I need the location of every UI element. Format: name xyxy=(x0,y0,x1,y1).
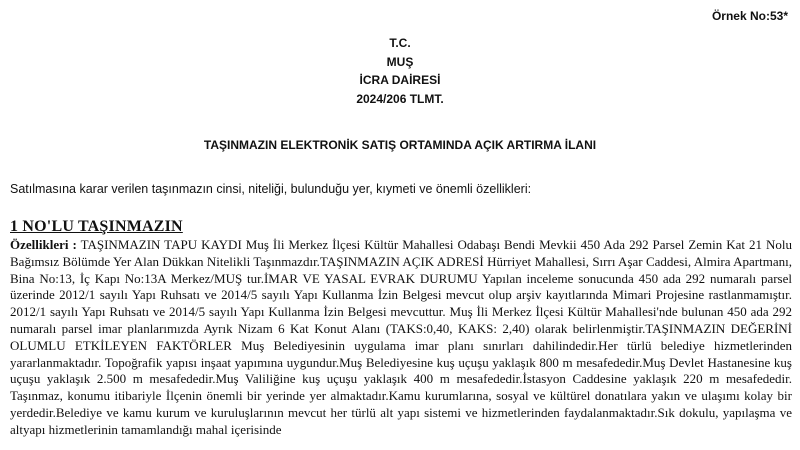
header-file-number: 2024/206 TLMT. xyxy=(356,91,444,106)
header-country: T.C. xyxy=(389,36,411,50)
features-text: TAŞINMAZIN TAPU KAYDI Muş İli Merkez İlçesi Kültür Mahallesi Odabaşı Bendi Mevkii 450 Ada 292 Parsel Zemin Kat 21 Nolu Bağımsız Bölümde Yer Alan Dükkan Nitelikli Taşınmazdır.TAŞINMAZIN AÇIK ADRESİ Hürriyet Mahallesi, Sırrı Aşar Caddesi, Almira Apartmanı, Bina No:13, İç Kapı No:13A Merkez/MUŞ tur.İMAR VE YASAL EVRAK DURUMU Yapılan inceleme sonucunda 450 ada 292 numaralı parsel üzerinde 2012/1 sayılı Yapı Ruhsatı ve 2014/5 sayılı Yapı Kullanma İzin Belgesi mevcut olup arşiv kayıtlarında Mimari Projesine rastlanmamıştır. 2012/1 sayılı Yapı Ruhsatı ve 2014/5 sayılı Yapı Kullanma İzin Belgesi mevcuttur. Muş İli Merkez İlçesi Kültür Mahallesi'nde bulunan 450 ada 292 numaralı parsel imar planlarımızda Ayrık Nizam 6 Kat Konut Alanı (TAKS:0,40, KAKS: 2,40) olarak belirlenmiştir.TAŞINMAZIN DEĞERİNİ OLUMLU ETKİLEYEN FAKTÖRLER Muş Belediyesinin uygulama imar planı sınırları dahilindedir.Her türlü belediye hizmetlerinden yararlanmaktadır. Topoğrafik yapısı inşaat yapımına uygundur.Muş Belediyesine kuş uçuşu yaklaşık 800 m mesafededir.Muş Devlet Hastanesine kuş uçuşu yaklaşık 2.500 m mesafededir.Muş Valiliğine kuş uçuşu yaklaşık 400 m mesafededir.İstasyon Caddesine yaklaşık 220 m mesafededir. Taşınmaz, konumu itibariyle İlçenin önemli bir yerinde yer almaktadır.Kamu kurumlarına, sosyal ve kültürel donatılara yakın ve ulaşımı kolay bir yerdedir.Belediye ve kamu kurum ve kuruluşlarının mevcut her türlü alt yapı sistemi ve hizmetlerinden faydalanmaktadır.Sık dokulu, yapılaşma ve altyapı hizmetlerinin tamamlandığı mahal içerisinde xyxy=(10,237,793,437)
header-city: MUŞ xyxy=(386,54,414,69)
header-office: İCRA DAİRESİ xyxy=(359,73,441,87)
intro-text: Satılmasına karar verilen taşınmazın cinsi, niteliği, bulunduğu yer, kıymeti ve önemli özellikleri: xyxy=(10,182,532,196)
property-heading: 1 NO'LU TAŞINMAZIN xyxy=(10,218,183,235)
document-title: TAŞINMAZIN ELEKTRONİK SATIŞ ORTAMINDA AÇIK ARTIRMA İLANI xyxy=(203,138,597,152)
sample-number: Örnek No:53* xyxy=(711,9,788,23)
property-features xyxy=(10,237,792,439)
features-label: Özellikleri : xyxy=(10,237,77,252)
document-header xyxy=(0,34,800,108)
